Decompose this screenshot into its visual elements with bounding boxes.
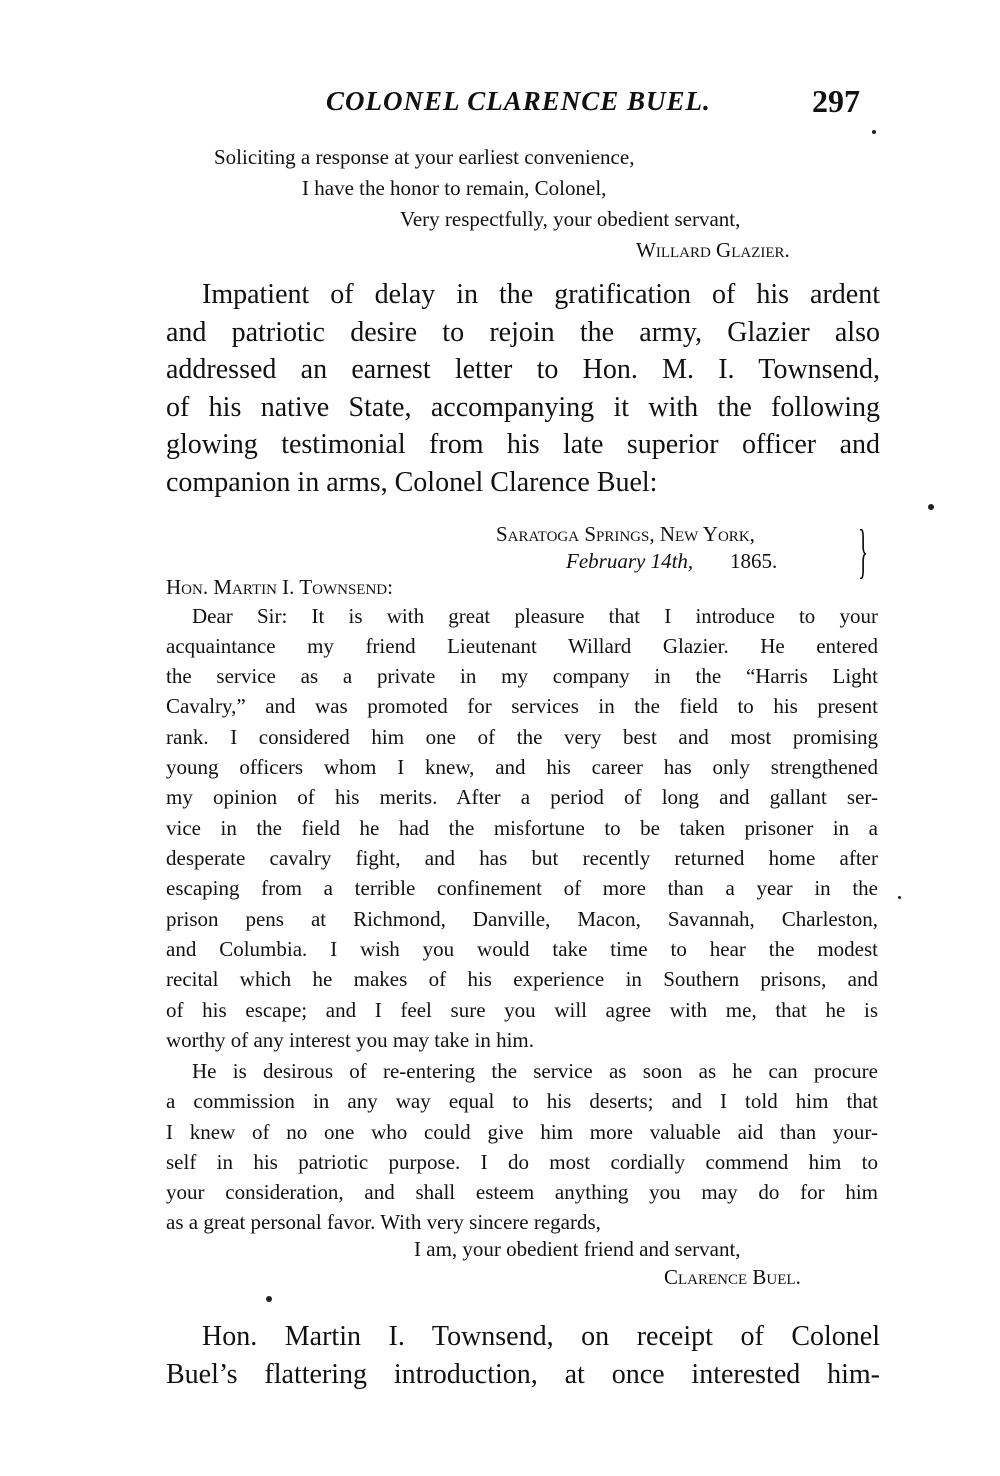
closing-line-1: Soliciting a response at your earliest convenience, <box>214 145 635 169</box>
letter-line: I knew of no one who could give him more valuable aid than your- <box>166 1120 878 1144</box>
letter-line: Dear Sir: It is with great pleasure that I introduce to your <box>192 604 878 628</box>
page-number: 297 <box>812 83 860 119</box>
letter-place: Saratoga Springs, New York, <box>496 522 755 546</box>
paragraph-1-line: companion in arms, Colonel Clarence Buel: <box>166 466 658 498</box>
paragraph-2-line: Buel’s flattering introduction, at once interested him- <box>166 1358 880 1390</box>
letter-date-month: February 14th, <box>566 549 694 573</box>
paragraph-1-line: Impatient of delay in the gratification of his ardent <box>202 279 880 310</box>
running-head-title: COLONEL CLARENCE BUEL. <box>326 86 711 116</box>
print-speck <box>928 504 934 510</box>
letter-line: vice in the field he had the misfortune to be taken prisoner in a <box>166 816 878 840</box>
print-speck <box>266 1296 272 1302</box>
letter-line: a commission in any way equal to his deserts; and I told him that <box>166 1089 878 1113</box>
letter-signature: Clarence Buel. <box>664 1265 801 1289</box>
print-speck <box>898 896 901 899</box>
letter-line: my opinion of his merits. After a period of long and gallant ser- <box>166 785 878 809</box>
letter-line: Cavalry,” and was promoted for services in the field to his present <box>166 694 878 718</box>
letter-line: the service as a private in my company in the “Harris Light <box>166 664 878 688</box>
letter-line: your consideration, and shall esteem anything you may do for him <box>166 1180 878 1204</box>
paragraph-1-line: and patriotic desire to rejoin the army, Glazier also <box>166 316 880 348</box>
letter-line: rank. I considered him one of the very best and most promising <box>166 725 878 749</box>
letter-line: as a great personal favor. With very sincere regards, <box>166 1210 601 1234</box>
letter-date-year: 1865. <box>730 549 778 573</box>
letter-salutation: Hon. Martin I. Townsend: <box>166 575 393 599</box>
closing-line-2: I have the honor to remain, Colonel, <box>302 176 607 200</box>
letter-line: prison pens at Richmond, Danville, Macon, Savannah, Charleston, <box>166 907 878 931</box>
letter-line: escaping from a terrible confinement of more than a year in the <box>166 876 878 900</box>
letter-valediction: I am, your obedient friend and servant, <box>414 1237 741 1261</box>
letter-line: self in his patriotic purpose. I do most cordially commend him to <box>166 1150 878 1174</box>
letter-line: and Columbia. I wish you would take time to hear the modest <box>166 937 878 961</box>
letter-line: young officers whom I knew, and his career has only strengthened <box>166 755 878 779</box>
paragraph-1-line: addressed an earnest letter to Hon. M. I. Townsend, <box>166 354 880 386</box>
paragraph-2-line: Hon. Martin I. Townsend, on receipt of Colonel <box>202 1321 880 1352</box>
letter-line: recital which he makes of his experience in Southern prisons, and <box>166 967 878 991</box>
paragraph-2 <box>166 1318 880 1393</box>
letter-line: acquaintance my friend Lieutenant Willard Glazier. He entered <box>166 634 878 658</box>
closing-signature: Willard Glazier. <box>636 238 790 262</box>
letter-line: worthy of any interest you may take in him. <box>166 1028 535 1052</box>
print-speck <box>872 130 876 134</box>
closing-line-3: Very respectfully, your obedient servant, <box>400 207 741 231</box>
brace-icon: } <box>858 518 869 584</box>
paragraph-1-line: of his native State, accompanying it with the following <box>166 391 880 423</box>
letter-line: of his escape; and I feel sure you will agree with me, that he is <box>166 998 878 1022</box>
paragraph-1 <box>166 276 880 502</box>
letter-line: He is desirous of re-entering the service as soon as he can procure <box>192 1059 878 1083</box>
paragraph-1-line: glowing testimonial from his late superior officer and <box>166 429 880 461</box>
letter-line: desperate cavalry fight, and has but recently returned home after <box>166 846 878 870</box>
